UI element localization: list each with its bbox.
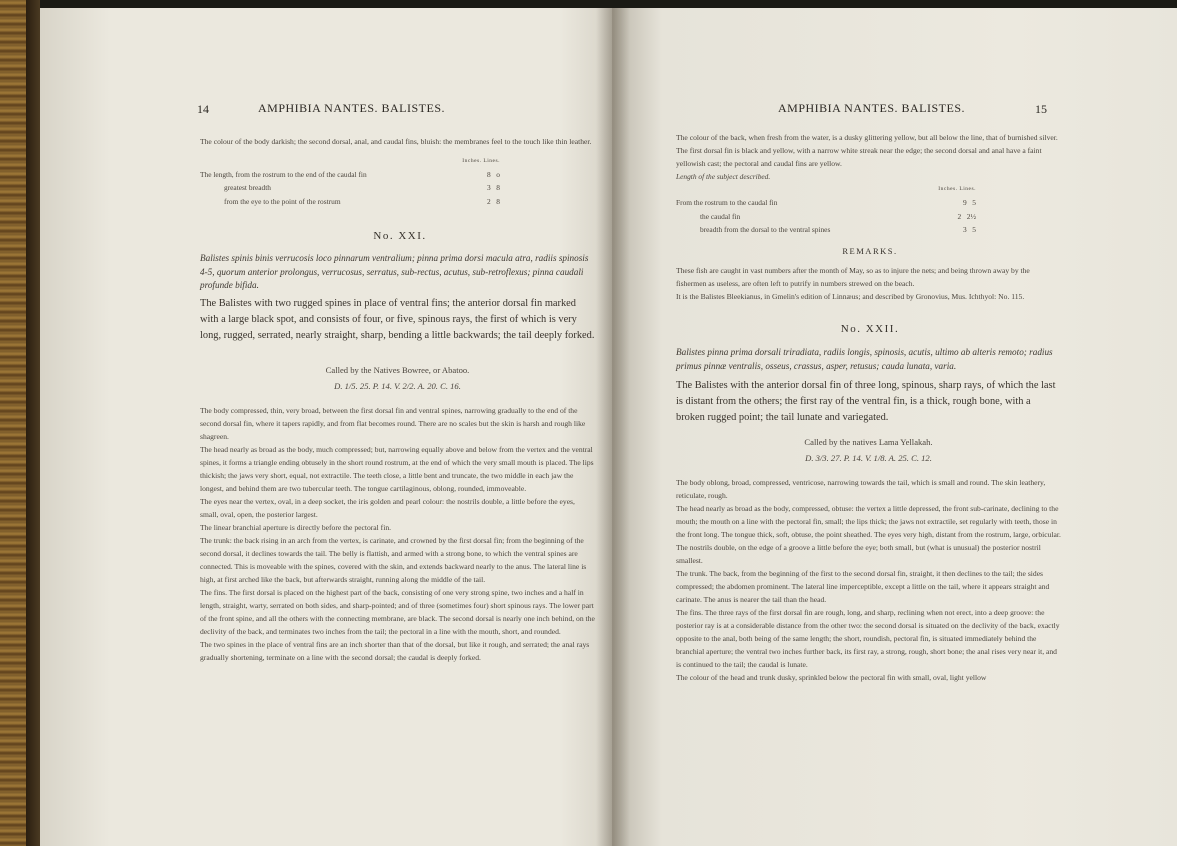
- left-english-description: The Balistes with two rugged spines in place of ventral fins; the anterior dorsal fin marked with a large black spot, and consists of four, or five, spinous rays, the first of which is very long, rugged, serrated, nearly straight, sharp, bending a little backwards; the tail deeply forked.: [200, 298, 595, 341]
- paragraph: The colour of the head and trunk dusky, sprinkled below the pectoral fin with small, oval, light yellow: [676, 673, 987, 682]
- paragraph: The fins. The three rays of the first dorsal fin are rough, long, and sharp, reclining when not erect, into a deep groove: the posterior ray is at a considerable distance from the other two: the second dorsal is situated on the declivity of the back, exactly opposite to the anal, both being of the same length; the short, roundish, pectoral fin, is situated immediately behind the branchial aperture; the ventral two inches further back, its first ray, a strong, rough, short bone; the anal rises very near it, and is continued to the tail; the caudal is lunate.: [676, 608, 1060, 669]
- right-native-name: Called by the natives Lama Yellakah.: [804, 437, 933, 447]
- paragraph: The linear branchial aperture is directly before the pectoral fin.: [200, 523, 392, 532]
- left-description-body: [200, 404, 595, 664]
- left-running-header: AMPHIBIA NANTES. BALISTES.: [258, 101, 446, 115]
- left-section-title: No. XXI.: [373, 230, 427, 242]
- right-latin-description: Balistes pinna prima dorsali triradiata, radiis longis, spinosis, acutis, ultimo ab alteris remoto; radius primus pinnæ ventralis, osseus, crassus, asper, retusus; cauda lunata, varia.: [676, 347, 1053, 371]
- measurement-row: the caudal fin 2 2½: [700, 211, 976, 221]
- paragraph: These fish are caught in vast numbers after the month of May, so as to injure the nets; and being thrown away by the fishermen as useless, are often left to putrify in numbers strewed on the beach.: [676, 266, 1030, 288]
- left-latin-description: Balistes spinis binis verrucosis loco pinnarum ventralium; pinna prima dorsi macula atra, radiis spinosis 4-5, quorum anterior prolongus, verrucosus, serratus, sub-rectus, acutus, sub-retroflexus; pinna caudali profunde bifida.: [200, 253, 589, 290]
- units-label: Inches. Lines.: [462, 158, 500, 164]
- binding-edge: [26, 0, 40, 846]
- measurement-row: from the eye to the point of the rostrum 2 8: [224, 196, 500, 206]
- paragraph: The head nearly as broad as the body, compressed, obtuse: the vertex a little depressed, the front sub-carinate, declining to the mouth; the mouth on a line with the pectoral fin, small; the lips thick; the jaws not extractile, set regularly with teeth, those in the front long. The tongue thick, soft, obtuse, the point sheathed. The eyes very high, distant from the rostrum, large, orbicular. The nostrils double, on the edge of a groove a little before the eye; both small, but (what is unusual) the posterior nostril smallest.: [676, 504, 1061, 565]
- remarks-body: [676, 264, 1061, 303]
- right-page-number: 15: [1035, 102, 1047, 116]
- right-measurements: [676, 170, 976, 236]
- book-binding: [0, 0, 26, 846]
- paragraph: The eyes near the vertex, oval, in a deep socket, the iris golden and pearl colour: the nostrils double, a little before the eyes, small, oval, open, the posterior largest.: [200, 497, 575, 519]
- left-fin-formula: D. 1/5. 25. P. 14. V. 2/2. A. 20. C. 16.: [334, 381, 461, 391]
- right-fin-formula: D. 3/3. 27. P. 14. V. 1/8. A. 25. C. 12.: [805, 453, 932, 463]
- right-section-title: No. XXII.: [840, 323, 900, 335]
- right-english-description: The Balistes with the anterior dorsal fin of three long, spinous, sharp rays, of which the last is distant from the others; the first ray of the ventral fin, is a thick, rough bone, with a broken rugged point; the tail lunate and variegated.: [676, 380, 1056, 423]
- paragraph: The trunk: the back rising in an arch from the vertex, is carinate, and crowned by the first dorsal fin; from the beginning of the second dorsal, it declines towards the tail. The belly is flattish, and armed with a strong bone, to which the ventral spines are connected. This is moveable with the spines, covered with the skin, and extends backward nearly to the anus. The lateral line is high, at first arched like the back, but afterwards straight, running along the middle of the tail.: [200, 536, 587, 584]
- length-intro: Length of the subject described.: [676, 172, 771, 181]
- paragraph: The body compressed, thin, very broad, between the first dorsal fin and ventral spines, narrowing gradually to the end of the second dorsal fin, where it tapers rapidly, and from flat becomes round. There are no scales but the skin is harsh and rough like shagreen.: [200, 406, 586, 441]
- left-page-number: 14: [197, 102, 209, 116]
- book-gutter: [596, 8, 630, 846]
- measurement-row: From the rostrum to the caudal fin 9 5: [676, 198, 976, 208]
- measurement-row: The length, from the rostrum to the end of the caudal fin 8 o: [200, 170, 500, 180]
- paragraph: The trunk. The back, from the beginning of the first to the second dorsal fin, straight, it then declines to the tail; the sides compressed; the abdomen prominent. The lateral line imperceptible, except a little on the tail, where it appears straight and carinate. The anus is nearer the tail than the head.: [676, 569, 1050, 604]
- paragraph: The body oblong, broad, compressed, ventricose, narrowing towards the tail, which is small and round. The skin leathery, reticulate, rough.: [676, 478, 1046, 500]
- left-colour-paragraph: The colour of the body darkish; the second dorsal, anal, and caudal fins, bluish: the membranes feel to the touch like thin leather.: [200, 137, 592, 146]
- paragraph: The head nearly as broad as the body, much compressed; but, narrowing equally above and below from the vertex and the ventral spines, it forms a triangle ending obtusely in the short round rostrum, at the end of which the very small mouth is placed. The lips thickish; the jaws very short, equal, not extractile. The teeth close, a little bent and truncate, the two middle in each jaw the longest, and behind them are two tubercular teeth. The tongue cartilaginous, oblong, rounded, immoveable.: [200, 445, 594, 493]
- units-label: Inches. Lines.: [938, 186, 976, 193]
- paragraph: The fins. The first dorsal is placed on the highest part of the back, consisting of one very strong spine, two inches and a half in length, straight, warty, serrated on both sides, and sharp-pointed; and of three (sometimes four) short spinous rays. The lower part of the front spine, and all the others with the connecting membrane, are black. The second dorsal is nearly one inch behind, on the declivity of the back, and terminates two inches from the tail; the pectoral in a line with the mouth, short, and rounded.: [200, 588, 595, 636]
- paragraph: It is the Balistes Bleekianus, in Gmelin's edition of Linnæus; and described by Gronovius, Mus. Ichthyol: No. 115.: [676, 292, 1025, 301]
- remarks-title: REMARKS.: [842, 246, 898, 256]
- right-description-body: [676, 476, 1061, 684]
- measurement-row: breadth from the dorsal to the ventral spines 3 5: [700, 224, 976, 234]
- right-colour-paragraph: The colour of the back, when fresh from the water, is a dusky glittering yellow, but all below the line, that of burnished silver. The first dorsal fin is black and yellow, with a narrow white streak near the edge; the second dorsal and anal have a faint yellowish cast; the pectoral and caudal fins are yellow.: [676, 133, 1058, 168]
- measurement-row: greatest breadth 3 8: [224, 183, 500, 193]
- left-native-name: Called by the Natives Bowree, or Abatoo.: [325, 365, 470, 375]
- paragraph: The two spines in the place of ventral fins are an inch shorter than that of the dorsal, but like it rough, and serrated; the anal rays gradually shortening, terminate on a line with the second dorsal; the caudal is deeply forked.: [200, 640, 590, 662]
- right-running-header: AMPHIBIA NANTES. BALISTES.: [778, 101, 966, 115]
- left-measurements: [200, 155, 500, 208]
